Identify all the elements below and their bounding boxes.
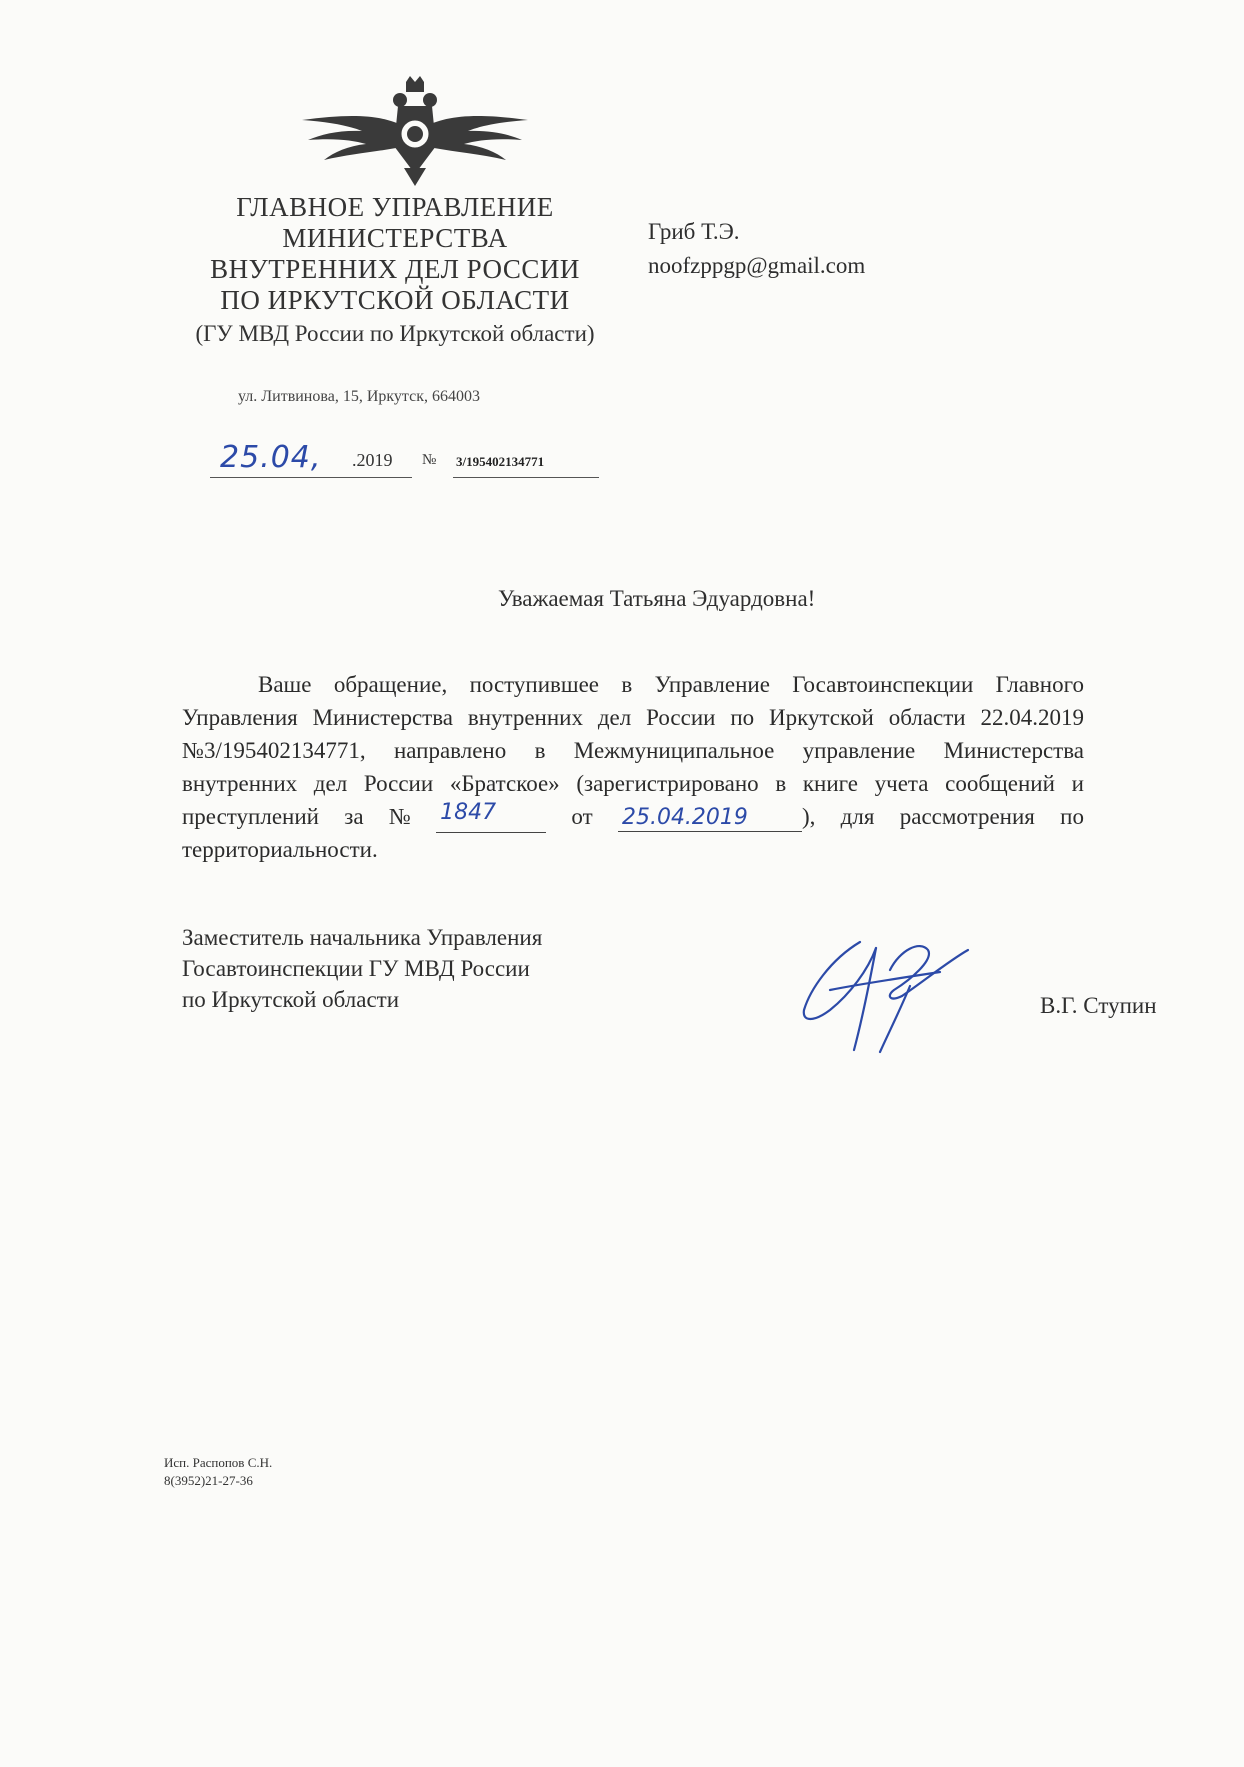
body-line-5 <box>182 800 1084 833</box>
word: Главного <box>995 672 1084 697</box>
word: России <box>646 705 716 730</box>
word: в <box>534 738 546 763</box>
executor-info <box>164 1454 272 1490</box>
word: учета <box>874 771 929 796</box>
word: (зарегистрировано <box>576 771 759 796</box>
org-line-4: ПО ИРКУТСКОЙ ОБЛАСТИ <box>220 285 570 315</box>
word: направлено <box>393 738 507 763</box>
position-line-2: Госавтоинспекции ГУ МВД России <box>182 956 530 981</box>
signature-icon <box>790 930 980 1060</box>
word: Министерства <box>943 738 1084 763</box>
word: Ваше <box>258 672 312 697</box>
word: Госавтоинспекции <box>792 672 974 697</box>
word: Иркутской <box>769 705 874 730</box>
word: дел <box>597 705 632 730</box>
org-address: ул. Литвинова, 15, Иркутск, 664003 <box>238 388 480 405</box>
recipient-email: noofzppgp@gmail.com <box>648 253 866 278</box>
word: России <box>363 771 434 796</box>
word: управление <box>802 738 916 763</box>
word: №3/195402134771, <box>182 738 366 763</box>
word: поступившее <box>469 672 600 697</box>
word: Межмуниципальное <box>573 738 775 763</box>
signer-name: В.Г. Ступин <box>1040 993 1157 1018</box>
body-line-6 <box>182 833 1084 866</box>
signer-position <box>182 922 542 1015</box>
word: внутренних <box>182 771 298 796</box>
word: сообщений <box>945 771 1055 796</box>
word: и <box>1071 771 1084 796</box>
word: за <box>344 804 364 829</box>
registration-year: .2019 <box>352 450 393 470</box>
word: 22.04.2019 <box>980 705 1084 730</box>
word: по <box>1060 804 1084 829</box>
word: рассмотрения <box>899 804 1035 829</box>
recipient-name: Гриб Т.Э. <box>648 219 740 244</box>
date-underline <box>210 477 412 478</box>
word: для <box>840 804 875 829</box>
number-underline <box>453 477 599 478</box>
word: Управления <box>182 705 298 730</box>
word: ), <box>801 804 816 829</box>
word: «Братское» <box>449 771 560 796</box>
emblem-icon <box>300 76 530 186</box>
org-short-name: (ГУ МВД России по Иркутской области) <box>195 321 595 346</box>
word: преступлений <box>182 804 319 829</box>
word: Министерства <box>312 705 453 730</box>
salutation: Уважаемая Татьяна Эдуардовна! <box>498 586 816 611</box>
executor-name: Исп. Распопов С.Н. <box>164 1455 273 1470</box>
org-line-1: ГЛАВНОЕ УПРАВЛЕНИЕ <box>236 192 554 222</box>
recipient-block <box>648 215 865 283</box>
word: обращение, <box>333 672 448 697</box>
word: в <box>775 771 787 796</box>
org-line-2: МИНИСТЕРСТВА <box>282 223 508 253</box>
body-line-3 <box>182 734 1084 767</box>
word: области <box>888 705 966 730</box>
word: внутренних <box>467 705 583 730</box>
word: дел <box>313 771 348 796</box>
letter-body <box>182 668 1084 866</box>
word: от <box>571 804 593 829</box>
handwritten-book-date: 25.04.2019 <box>618 805 802 832</box>
registration-number: 3/195402134771 <box>456 454 545 469</box>
number-sign: № <box>422 452 437 468</box>
body-line-1 <box>182 668 1084 701</box>
word: Управление <box>654 672 770 697</box>
word: территориальности. <box>182 837 378 862</box>
word: по <box>730 705 755 730</box>
handwritten-date: 25.04, <box>220 440 322 475</box>
handwritten-book-number: 1847 <box>436 800 546 833</box>
body-line-4 <box>182 767 1084 800</box>
org-line-3: ВНУТРЕННИХ ДЕЛ РОССИИ <box>210 254 580 284</box>
word: № <box>388 804 411 829</box>
body-line-2 <box>182 701 1084 734</box>
executor-phone: 8(3952)21-27-36 <box>164 1473 253 1488</box>
position-line-1: Заместитель начальника Управления <box>182 925 543 950</box>
word: в <box>621 672 633 697</box>
registration-line <box>210 440 610 480</box>
word: книге <box>802 771 858 796</box>
organization-letterhead <box>160 192 630 350</box>
position-line-3: по Иркутской области <box>182 987 400 1012</box>
